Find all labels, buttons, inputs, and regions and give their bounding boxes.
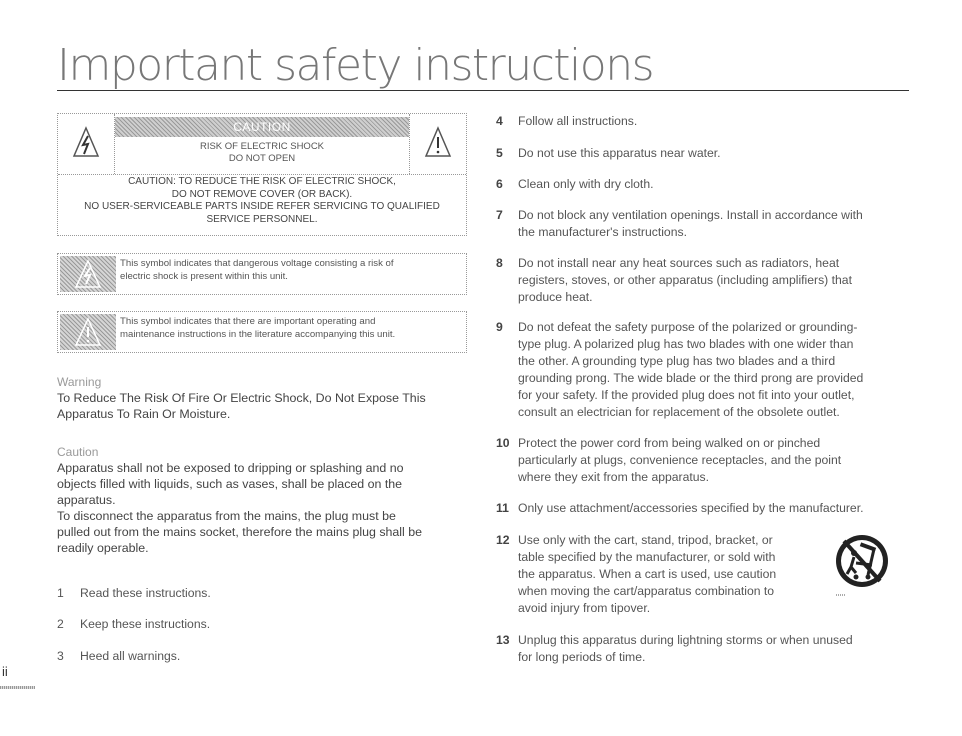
list-item-line: consult an electrician for replacement of the obsolete outlet. <box>518 405 840 419</box>
list-item-line: Protect the power cord from being walked on or pinched <box>518 436 821 450</box>
caution-notice <box>58 176 466 226</box>
caution-notice-line: SERVICE PERSONNEL. <box>206 213 318 225</box>
list-item-line: Do not defeat the safety purpose of the polarized or grounding- <box>518 320 858 334</box>
caution-line: To disconnect the apparatus from the mains, the plug must be <box>57 509 396 523</box>
list-item-number: 1 <box>57 586 64 600</box>
caution-right-cell <box>409 114 466 174</box>
caution-text <box>57 460 422 556</box>
caution-left-cell <box>58 114 115 174</box>
caution-line: readily operable. <box>57 541 149 555</box>
list-item-number: 8 <box>496 256 503 270</box>
symbol-thumbnail <box>60 314 116 350</box>
instructions-symbol-box <box>57 311 467 353</box>
list-item-line: Clean only with dry cloth. <box>518 177 654 191</box>
list-item-number: 7 <box>496 208 503 222</box>
caution-banner: CAUTION <box>115 117 409 137</box>
symbol-description <box>120 258 394 283</box>
symbol-description <box>120 316 395 341</box>
list-item-number: 5 <box>496 146 503 160</box>
list-item-line: the apparatus. When a cart is used, use caution <box>518 567 777 581</box>
cart-tipover-warning-icon <box>834 533 890 597</box>
caution-line: apparatus. <box>57 493 116 507</box>
list-item-text: Keep these instructions. <box>80 617 211 631</box>
exclamation-triangle-icon <box>74 317 102 347</box>
list-item-text <box>518 145 721 162</box>
risk-of-shock-text <box>115 141 409 165</box>
page-number: ii <box>2 664 8 679</box>
list-item-text <box>518 207 863 241</box>
list-item-text <box>518 255 852 306</box>
list-item-line: particularly at plugs, convenience receptacles, and the point <box>518 453 842 467</box>
list-item-line: Unplug this apparatus during lightning storms or when unused <box>518 633 853 647</box>
list-item-line: registers, stoves, or other apparatus (including amplifiers) that <box>518 273 852 287</box>
list-item-line: for your safety. If the provided plug does not fit into your outlet, <box>518 388 855 402</box>
list-item-text <box>518 319 863 421</box>
list-item-text: Heed all warnings. <box>80 649 181 663</box>
warning-line: Apparatus To Rain Or Moisture. <box>57 407 231 421</box>
voltage-symbol-box <box>57 253 467 295</box>
exclamation-triangle-icon <box>424 126 452 160</box>
caution-line: objects filled with liquids, such as vases, shall be placed on the <box>57 477 403 491</box>
list-item-number: 11 <box>496 501 509 515</box>
symbol-description-line: maintenance instructions in the literature accompanying this unit. <box>120 328 396 340</box>
list-item-line: the other. A grounding type plug has two blades and a third <box>518 354 836 368</box>
list-item-number: 13 <box>496 633 510 647</box>
list-item-line: Use only with the cart, stand, tripod, bracket, or <box>518 533 773 547</box>
list-item-text <box>518 500 864 517</box>
symbol-description-line: This symbol indicates that there are important operating and <box>120 316 376 327</box>
title-divider <box>57 90 909 91</box>
warning-text <box>57 390 426 422</box>
lightning-triangle-icon <box>72 126 100 160</box>
caution-notice-line: DO NOT REMOVE COVER (OR BACK). <box>171 188 353 200</box>
warning-heading: Warning <box>57 375 102 389</box>
symbol-description-line: electric shock is present within this unit. <box>120 270 288 282</box>
list-item-number: 10 <box>496 436 510 450</box>
list-item-line: where they exit from the apparatus. <box>518 470 710 484</box>
page-title: Important safety instructions <box>57 40 654 91</box>
list-item-line: Do not use this apparatus near water. <box>518 146 721 160</box>
caution-notice-line: NO USER-SERVICEABLE PARTS INSIDE REFER SERVICING TO QUALIFIED <box>84 201 440 212</box>
list-item-text <box>518 532 776 617</box>
risk-line: DO NOT OPEN <box>228 153 296 164</box>
caution-line: Apparatus shall not be exposed to dripping or splashing and no <box>57 461 404 475</box>
list-item-number: 4 <box>496 114 503 128</box>
caution-line: pulled out from the mains socket, therefore the mains plug shall be <box>57 525 423 539</box>
list-item-line: Follow all instructions. <box>518 114 638 128</box>
caution-heading: Caution <box>57 445 99 459</box>
risk-line: RISK OF ELECTRIC SHOCK <box>199 141 325 152</box>
caution-notice-line: CAUTION: TO REDUCE THE RISK OF ELECTRIC SHOCK, <box>128 176 396 187</box>
list-item-number: 9 <box>496 320 503 334</box>
list-item-text: Read these instructions. <box>80 586 211 600</box>
list-item-text <box>518 176 653 193</box>
list-item-line: table specified by the manufacturer, or sold with <box>518 550 776 564</box>
list-item-text <box>518 632 853 666</box>
list-item-line: the manufacturer's instructions. <box>518 225 687 239</box>
list-item-text <box>518 435 841 486</box>
list-item-line: produce heat. <box>518 290 593 304</box>
list-item-number: 6 <box>496 177 503 191</box>
list-item-line: avoid injury from tipover. <box>518 601 651 615</box>
list-item-line: grounding prong. The wide blade or the third prong are provided <box>518 371 864 385</box>
list-item-line: Do not block any ventilation openings. Install in accordance with <box>518 208 863 222</box>
list-item-number: 12 <box>496 533 510 547</box>
list-item-line: Do not install near any heat sources such as radiators, heat <box>518 256 840 270</box>
list-item-line: Only use attachment/accessories specified by the manufacturer. <box>518 501 864 515</box>
lightning-triangle-icon <box>74 259 102 289</box>
list-item-number: 3 <box>57 649 64 663</box>
list-item-text <box>518 113 637 130</box>
symbol-thumbnail <box>60 256 116 292</box>
page-number-divider <box>0 686 35 689</box>
list-item-number: 2 <box>57 617 64 631</box>
symbol-description-line: This symbol indicates that dangerous voltage consisting a risk of <box>120 258 394 269</box>
list-item-line: when moving the cart/apparatus combination to <box>518 584 775 598</box>
caution-label-box <box>57 113 467 236</box>
list-item-line: type plug. A polarized plug has two blades with one wider than <box>518 337 854 351</box>
warning-line: To Reduce The Risk Of Fire Or Electric Shock, Do Not Expose This <box>57 391 426 405</box>
list-item-line: for long periods of time. <box>518 650 646 664</box>
